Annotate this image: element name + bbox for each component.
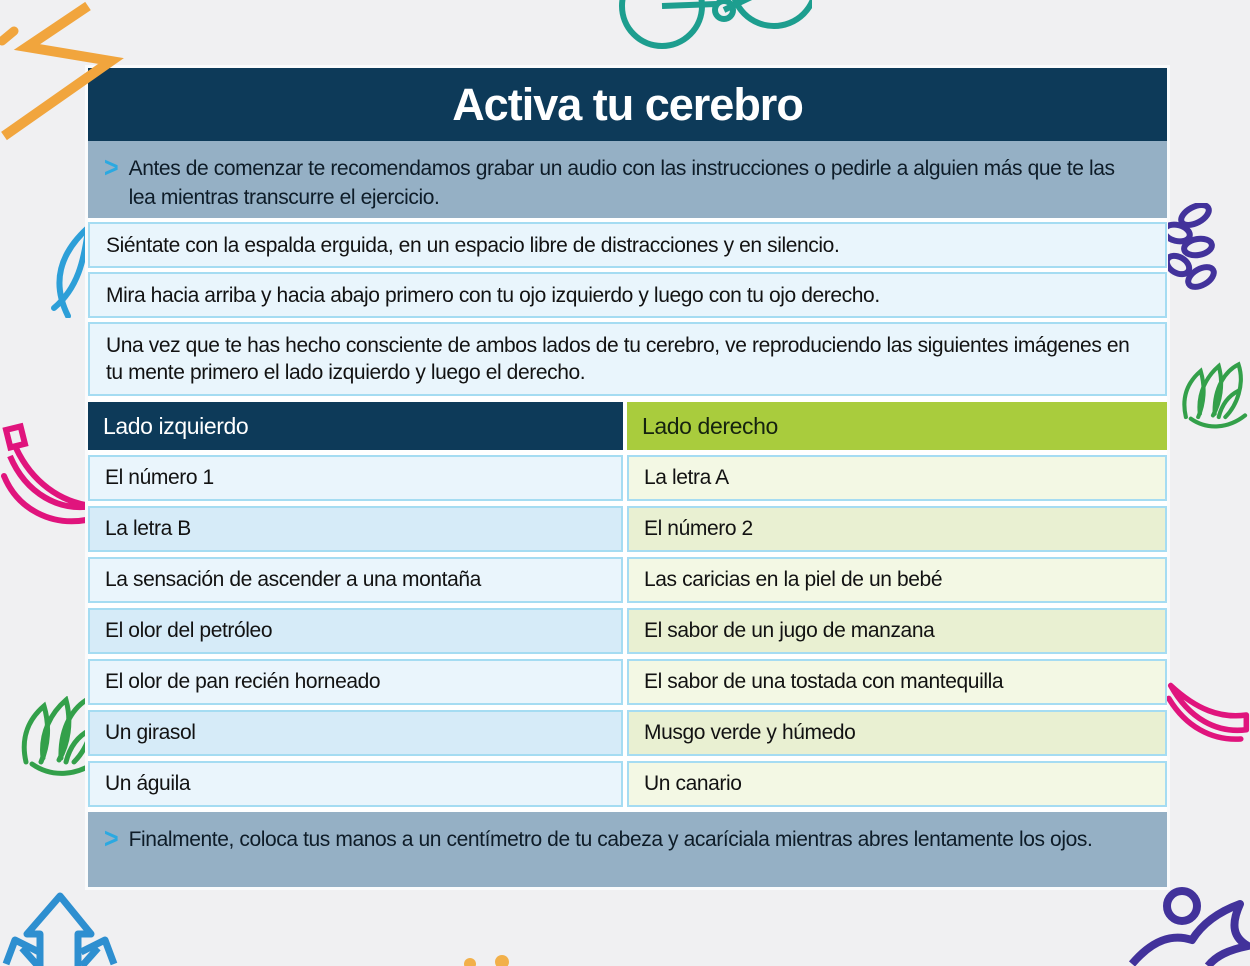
table-header-right: Lado derecho [627,402,1167,450]
table-cell-right: Musgo verde y húmedo [627,710,1167,756]
three-way-arrow-icon [0,888,120,966]
purple-leaves-icon [1168,203,1228,291]
dots-icon [460,954,520,966]
table-cell-left: El olor de pan recién horneado [88,659,623,705]
table-cell-right: La letra A [627,455,1167,501]
instruction-text: Siéntate con la espalda erguida, en un espacio libre de distracciones y en silencio. [106,233,840,257]
instruction-row [88,222,1167,268]
intro-band [88,141,1167,218]
page-title: Activa tu cerebro [452,78,803,130]
table-row [88,659,1167,705]
table-cell-left: El número 1 [88,455,623,501]
worksheet-panel [88,68,1167,887]
table-cell-left: El olor del petróleo [88,608,623,654]
table-row [88,710,1167,756]
table-row [88,608,1167,654]
table-cell-left: La sensación de ascender a una montaña [88,557,623,603]
table-row [88,506,1167,552]
intro-text: Antes de comenzar te recomendamos grabar un audio con las instrucciones o pedirle a alguien más que te las lea mientras transcurre el ejercicio. [128,157,1115,209]
chevron-icon: > [104,151,119,185]
table-cell-right: El sabor de una tostada con mantequilla [627,659,1167,705]
table-header [88,402,1167,450]
table-cell-right: Las caricias en la piel de un bebé [627,557,1167,603]
instruction-text: Una vez que te has hecho consciente de ambos lados de tu cerebro, ve reproduciendo las siguientes imágenes en tu mente primero el lado izquierdo y luego el derecho. [106,334,1130,384]
footer-band [88,812,1167,887]
table-row [88,455,1167,501]
person-star-icon [1128,884,1250,966]
title-bar [88,68,1167,141]
footer-text: Finalmente, coloca tus manos a un centímetro de tu cabeza y acaríciala mientras abres lentamente los ojos. [128,828,1093,851]
table-cell-right: El sabor de un jugo de manzana [627,608,1167,654]
table-header-left: Lado izquierdo [88,402,623,450]
banana-icon [0,418,95,530]
table-cell-right: Un canario [627,761,1167,807]
table-row [88,761,1167,807]
instruction-row [88,322,1167,396]
instruction-text: Mira hacia arriba y hacia abajo primero con tu ojo izquierdo y luego con tu ojo derecho. [106,283,880,307]
petal-icon [1167,675,1250,755]
lotus-icon [1176,352,1250,464]
instruction-row [88,272,1167,318]
table-cell-left: Un águila [88,761,623,807]
bicycle-icon [612,0,812,58]
table-row [88,557,1167,603]
table-cell-left: La letra B [88,506,623,552]
chevron-icon: > [104,822,119,856]
table-cell-left: Un girasol [88,710,623,756]
blue-leaf-icon [40,226,92,318]
table-cell-right: El número 2 [627,506,1167,552]
zigzag-arrow-icon [0,0,150,148]
